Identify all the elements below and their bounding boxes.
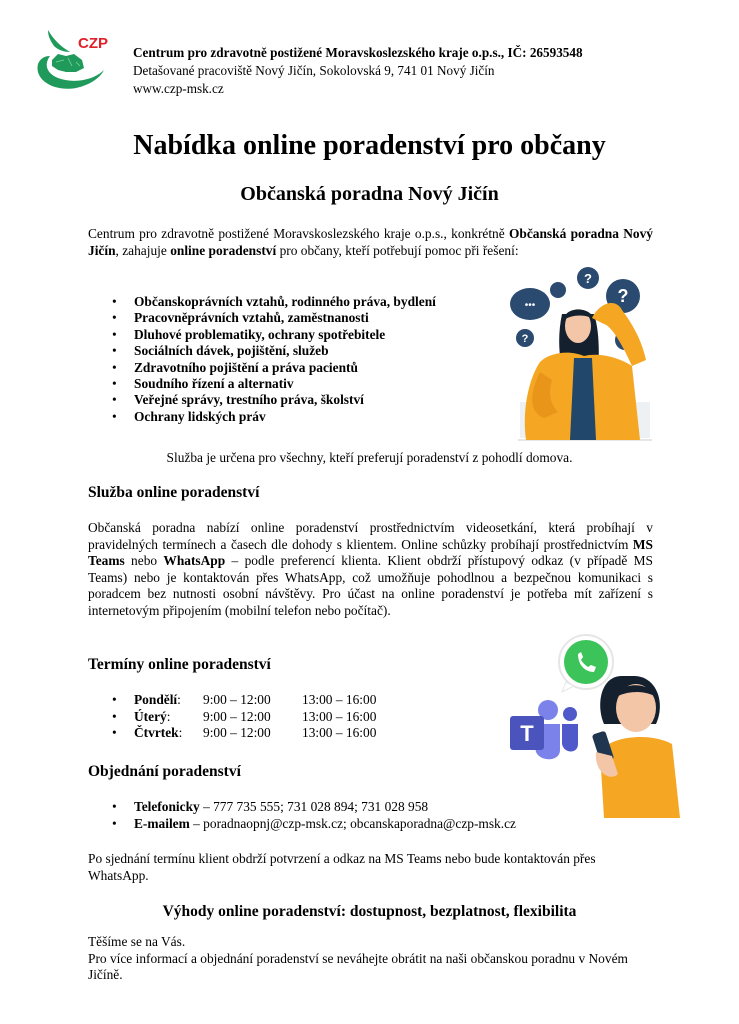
- intro-bold-service: online poradenství: [170, 242, 277, 258]
- schedule-heading: Termíny online poradenství: [88, 656, 271, 673]
- schedule-day: Čtvrtek: [134, 725, 179, 740]
- topic-item: • Veřejné správy, trestního práva, školství: [112, 392, 436, 408]
- question-bubble-icon: ?: [521, 333, 529, 345]
- intro-paragraph: [88, 226, 653, 259]
- page-subtitle: Občanská poradna Nový Jičín: [240, 183, 499, 205]
- schedule-morning: 9:00 – 12:00: [203, 708, 271, 724]
- topic-item: • Zdravotního pojištění a práva pacientů: [112, 360, 436, 376]
- schedule-sep: :: [177, 692, 181, 707]
- topic-item: • Dluhové problematiky, ochrany spotřebitele: [112, 327, 436, 343]
- schedule-sep: :: [166, 708, 171, 724]
- intro-text: pro občany, kteří potřebují pomoc při řešení:: [276, 242, 519, 258]
- email-contact: [112, 816, 516, 833]
- schedule-sep: :: [178, 725, 183, 740]
- closing-greeting: Těšíme se na Vás.: [88, 934, 186, 949]
- service-note: Služba je určena pro všechny, kteří preferují poradenství z pohodlí domova.: [166, 450, 573, 465]
- email-label: E-mailem: [134, 815, 190, 831]
- schedule-afternoon: 13:00 – 16:00: [302, 725, 377, 740]
- teams-letter: T: [520, 721, 534, 746]
- service-text: – podle preferencí klienta. Klient obdrží přístupový odkaz (v případě MS Teams) nebo je kontaktován přes WhatsApp, což umožňuje pohodlnou a bezpečnou komunikaci s poradcem bez nutnosti osobní návštěvy. Pro účast na online poradenství je potřeba mít zařízení s internetovým připojením (mobilní telefon nebo počítač).: [88, 553, 653, 618]
- benefits-heading: Výhody online poradenství: dostupnost, bezplatnost, flexibilita: [162, 903, 577, 920]
- question-bubble-icon: ?: [617, 286, 629, 306]
- ms-teams-icon: [510, 700, 578, 759]
- topics-list: [112, 294, 436, 425]
- org-line: Centrum pro zdravotně postižené Moravskoslezského kraje o.p.s., IČ: 26593548: [133, 45, 583, 60]
- intro-text: Centrum pro zdravotně postižené Moravskoslezského kraje o.p.s., konkrétně: [88, 226, 509, 241]
- topic-item: • Ochrany lidských práv: [112, 409, 436, 425]
- service-heading: Služba online poradenství: [88, 484, 260, 501]
- page-title: Nabídka online poradenství pro občany: [133, 130, 606, 161]
- phone-contact: [112, 799, 516, 816]
- topic-item: • Občanskoprávních vztahů, rodinného práva, bydlení: [112, 294, 436, 310]
- schedule-morning: 9:00 – 12:00: [203, 725, 271, 740]
- letterhead: [133, 44, 583, 98]
- schedule-row: [112, 725, 376, 742]
- topic-item: • Soudního řízení a alternativ: [112, 376, 436, 392]
- ordering-heading: Objednání poradenství: [88, 763, 241, 780]
- contact-list: [112, 799, 516, 832]
- schedule-day: Pondělí: [134, 692, 178, 707]
- schedule-row: [112, 709, 376, 726]
- address-line: Detašované pracoviště Nový Jičín, Sokolovská 9, 741 01 Nový Jičín: [133, 63, 495, 78]
- phone-woman-illustration: [500, 632, 685, 818]
- service-paragraph: [88, 520, 653, 619]
- ms-teams-bold: MS Teams: [88, 536, 653, 568]
- confused-woman-illustration: [500, 262, 670, 444]
- closing-info: Pro více informací a objednání poradenství se neváhejte obrátit na naši občanskou poradnu v Novém Jičíně.: [88, 950, 628, 982]
- dots-bubble-icon: •••: [524, 300, 536, 311]
- topic-item: • Sociálních dávek, pojištění, služeb: [112, 343, 436, 359]
- confirmation-text: Po sjednání termínu klient obdrží potvrzení a odkaz na MS Teams nebo bude kontaktován přes WhatsApp.: [88, 851, 596, 883]
- question-bubble-icon: ?: [584, 271, 592, 286]
- website-link[interactable]: www.czp-msk.cz: [133, 81, 224, 96]
- schedule-list: [112, 692, 376, 742]
- intro-text: , zahajuje: [115, 242, 171, 258]
- logo-text: CZP: [78, 35, 108, 52]
- schedule-afternoon: 13:00 – 16:00: [302, 692, 377, 707]
- service-text: nebo: [124, 553, 164, 568]
- service-text: Občanská poradna nabízí online poradenství prostřednictvím videosetkání, která probíhají v pravidelných termínech a časech dle dohody s klientem. Online schůzky probíhají prostřednictvím: [88, 520, 653, 552]
- topic-item: • Pracovněprávních vztahů, zaměstnanosti: [112, 310, 436, 326]
- schedule-afternoon: 13:00 – 16:00: [302, 708, 377, 724]
- czp-logo: [30, 26, 108, 92]
- schedule-row: [112, 692, 376, 709]
- phone-label: Telefonicky: [134, 799, 200, 814]
- closing-block: [88, 934, 648, 984]
- schedule-day: Úterý: [134, 708, 167, 724]
- email-addresses[interactable]: – poradnaopnj@czp-msk.cz; obcanskaporadna@czp-msk.cz: [189, 815, 516, 831]
- intro-bold-office: Občanská poradna Nový Jičín: [88, 226, 653, 258]
- whatsapp-icon: [559, 635, 613, 692]
- phone-numbers[interactable]: – 777 735 555; 731 028 894; 731 028 958: [199, 799, 429, 814]
- whatsapp-bold: WhatsApp: [163, 553, 226, 568]
- schedule-morning: 9:00 – 12:00: [203, 692, 271, 707]
